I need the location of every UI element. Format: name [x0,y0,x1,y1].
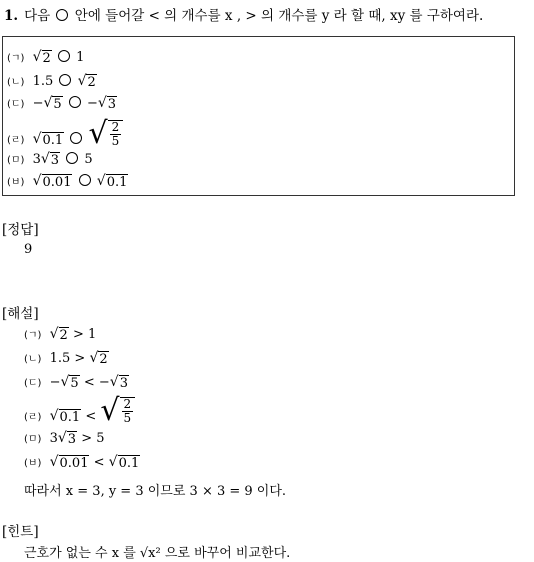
hint-text: 근호가 없는 수 x 를 √x² 으로 바꾸어 비교한다. [24,546,291,561]
sqrt-expression: √ 5 [43,95,62,112]
choices-box [2,36,515,196]
sqrt-expression: √ 2 [32,49,51,66]
explanation-item: (ㅁ) 3 √ 3 > 5 [24,430,105,447]
box-item: (ㄱ) √ 2 1 [7,49,85,66]
item-mark: (ㄱ) [7,53,25,64]
explanation-item: (ㅂ) √ 0.01 < √ 0.1 [24,454,140,471]
item-mark: (ㅂ) [7,177,25,188]
box-item: (ㄴ) 1.5 √ 2 [7,73,96,90]
sqrt-expression: √ 2 [77,73,96,90]
sqrt-expression: √ 3 [40,151,60,168]
sqrt-fraction: √ $\frac{2}{5}$ [89,119,124,149]
sqrt-expression: √ 3 [97,95,117,112]
item-mark: (ㄴ) [7,77,25,88]
box-item: (ㅁ) 3 √ 3 5 [7,151,93,168]
sqrt-expression: √ 0.1 [96,173,128,190]
blank-circle-icon [69,96,81,108]
item-mark: (ㄷ) [7,99,25,110]
explanation-conclusion: 따라서 x = 3, y = 3 이므로 3 × 3 = 9 이다. [24,484,287,499]
item-mark: (ㅁ) [7,155,25,166]
question-line [4,4,483,24]
item-mark: (ㄹ) [7,135,25,146]
sqrt-expression: √ 0.1 [32,131,64,148]
explanation-item: (ㄴ) 1.5 > √ 2 [24,350,108,367]
question-text-after: 안에 들어갈 < 의 개수를 x , > 의 개수를 y 라 할 때, xy 를 구하여라. [74,8,484,24]
explanation-item: (ㄹ) √ 0.1 < √ $\frac{2}{5}$ [24,396,135,426]
sqrt-expression: √ 0.01 [32,173,72,190]
blank-circle-icon [58,50,70,62]
blank-circle-icon [59,74,71,86]
box-item: (ㄷ) − √ 5 − √ 3 [7,95,117,112]
box-item [7,173,128,191]
explanation-item: (ㄷ) − √ 5 < − √ 3 [24,374,128,391]
blank-circle-icon [79,174,91,186]
blank-circle-icon [70,132,82,144]
blank-circle-icon [56,9,68,21]
explanation-label: [해설] [2,306,39,322]
explanation-item: (ㄱ) √ 2 > 1 [24,326,97,343]
question-text-before: 다음 [24,8,51,24]
blank-circle-icon [66,152,78,164]
answer-label: [정답] [2,222,39,238]
question-number: 1. [4,8,19,24]
hint-label: [힌트] [2,524,39,540]
box-item [7,116,123,151]
answer-value: 9 [24,242,33,257]
